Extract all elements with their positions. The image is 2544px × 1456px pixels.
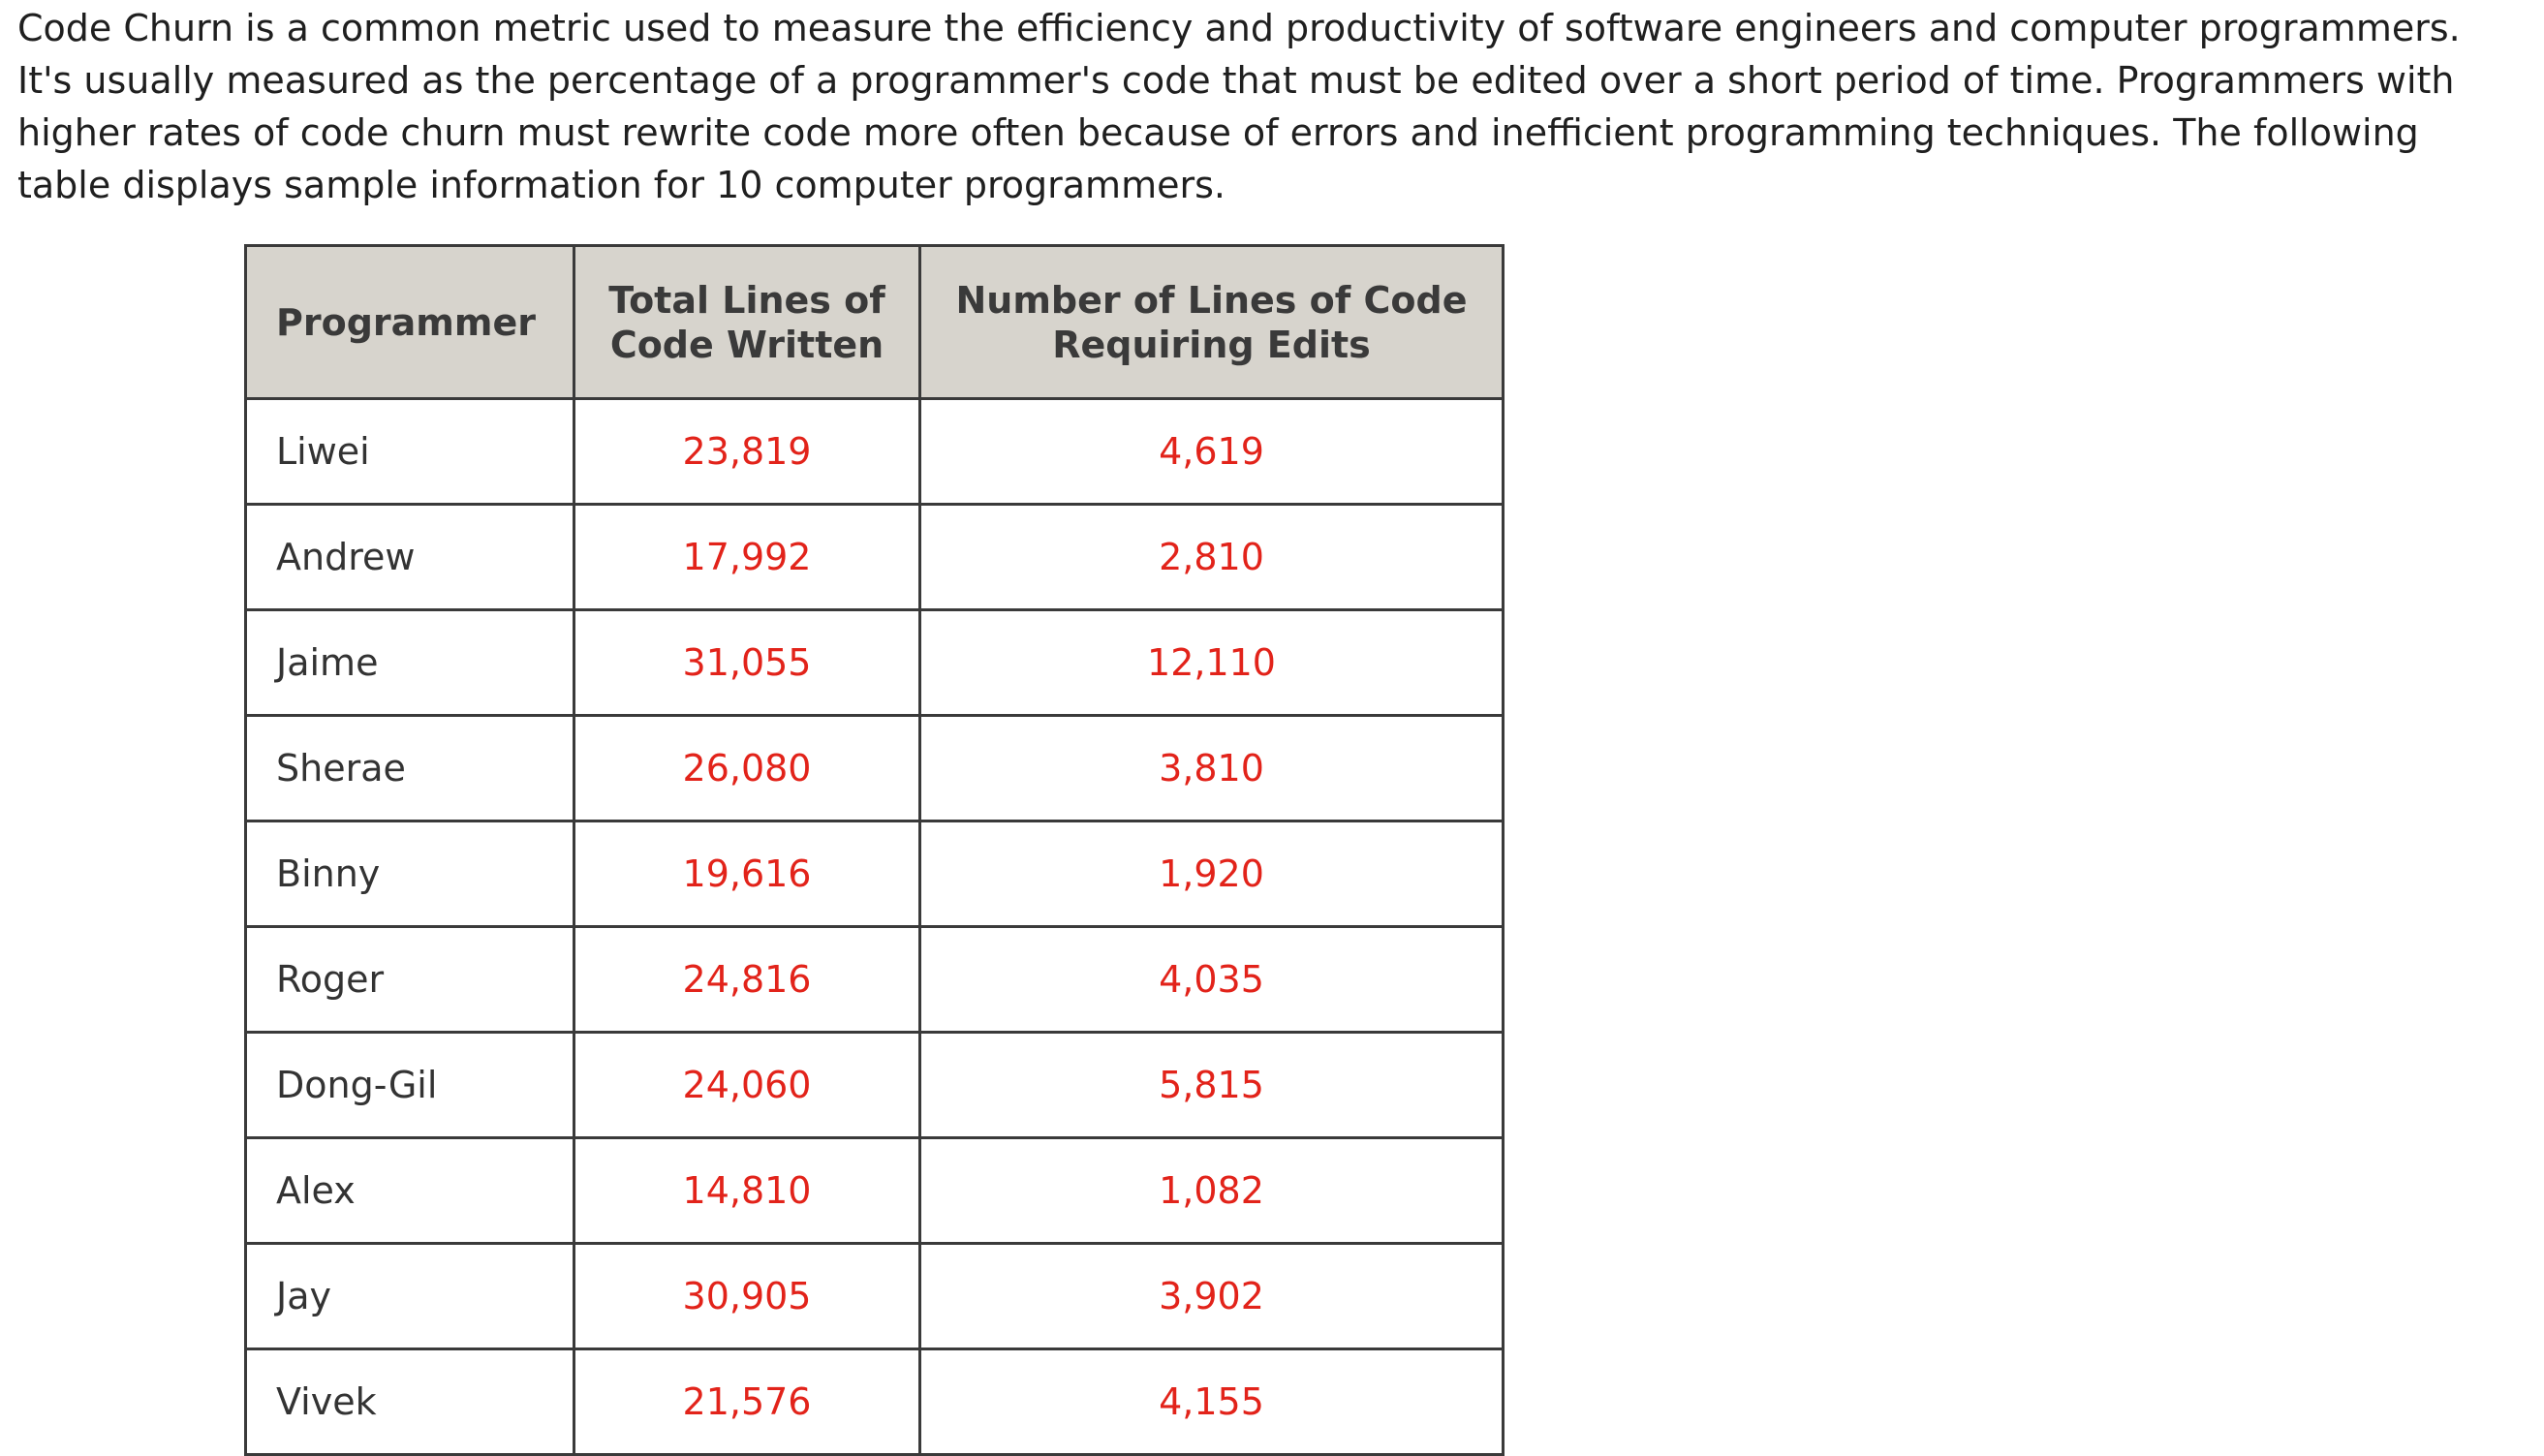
header-total-lines [574, 246, 920, 399]
programmer-name: Roger [246, 927, 574, 1033]
programmer-table [244, 244, 1505, 1456]
total-lines-value: 24,816 [574, 927, 920, 1033]
edited-lines-value: 1,082 [920, 1138, 1504, 1244]
programmer-name: Alex [246, 1138, 574, 1244]
intro-line: Code Churn is a common metric used to measure the efficiency and productivity of software engineers and computer programmers. [17, 7, 2461, 49]
edited-lines-value: 4,035 [920, 927, 1504, 1033]
edited-lines-value: 12,110 [920, 610, 1504, 716]
intro-line: It's usually measured as the percentage of a programmer's code that must be edited over a short period of time. Programmers with [17, 59, 2455, 102]
total-lines-value: 30,905 [574, 1244, 920, 1349]
total-lines-value: 24,060 [574, 1033, 920, 1138]
header-lines-requiring-edits [920, 246, 1504, 399]
programmer-name: Jaime [246, 610, 574, 716]
table-header-row [246, 246, 1504, 399]
total-lines-value: 26,080 [574, 716, 920, 821]
edited-lines-value: 1,920 [920, 821, 1504, 927]
edited-lines-value: 4,619 [920, 399, 1504, 505]
table-row [246, 821, 1504, 927]
total-lines-value: 14,810 [574, 1138, 920, 1244]
programmer-name: Binny [246, 821, 574, 927]
table-row [246, 610, 1504, 716]
programmer-name: Liwei [246, 399, 574, 505]
header-programmer: Programmer [246, 246, 574, 399]
programmer-name: Sherae [246, 716, 574, 821]
table-row [246, 716, 1504, 821]
table-row [246, 1244, 1504, 1349]
programmer-name: Andrew [246, 505, 574, 610]
intro-paragraph [17, 2, 2536, 211]
edited-lines-value: 4,155 [920, 1349, 1504, 1455]
intro-line: higher rates of code churn must rewrite code more often because of errors and inefficient programming techniques. The following [17, 111, 2419, 154]
programmer-name: Vivek [246, 1349, 574, 1455]
header-total-line1: Total Lines of [608, 278, 885, 322]
intro-line: table displays sample information for 10 computer programmers. [17, 164, 1225, 206]
programmer-name: Dong-Gil [246, 1033, 574, 1138]
table-row [246, 399, 1504, 505]
total-lines-value: 19,616 [574, 821, 920, 927]
total-lines-value: 21,576 [574, 1349, 920, 1455]
edited-lines-value: 2,810 [920, 505, 1504, 610]
total-lines-value: 23,819 [574, 399, 920, 505]
header-edits-line2: Requiring Edits [1052, 323, 1371, 366]
table-row [246, 1138, 1504, 1244]
edited-lines-value: 3,810 [920, 716, 1504, 821]
table-row [246, 1033, 1504, 1138]
total-lines-value: 31,055 [574, 610, 920, 716]
edited-lines-value: 3,902 [920, 1244, 1504, 1349]
table-row [246, 927, 1504, 1033]
table-row [246, 505, 1504, 610]
header-edits-line1: Number of Lines of Code [955, 278, 1468, 322]
header-total-line2: Code Written [609, 323, 884, 366]
table-row [246, 1349, 1504, 1455]
programmer-name: Jay [246, 1244, 574, 1349]
total-lines-value: 17,992 [574, 505, 920, 610]
edited-lines-value: 5,815 [920, 1033, 1504, 1138]
